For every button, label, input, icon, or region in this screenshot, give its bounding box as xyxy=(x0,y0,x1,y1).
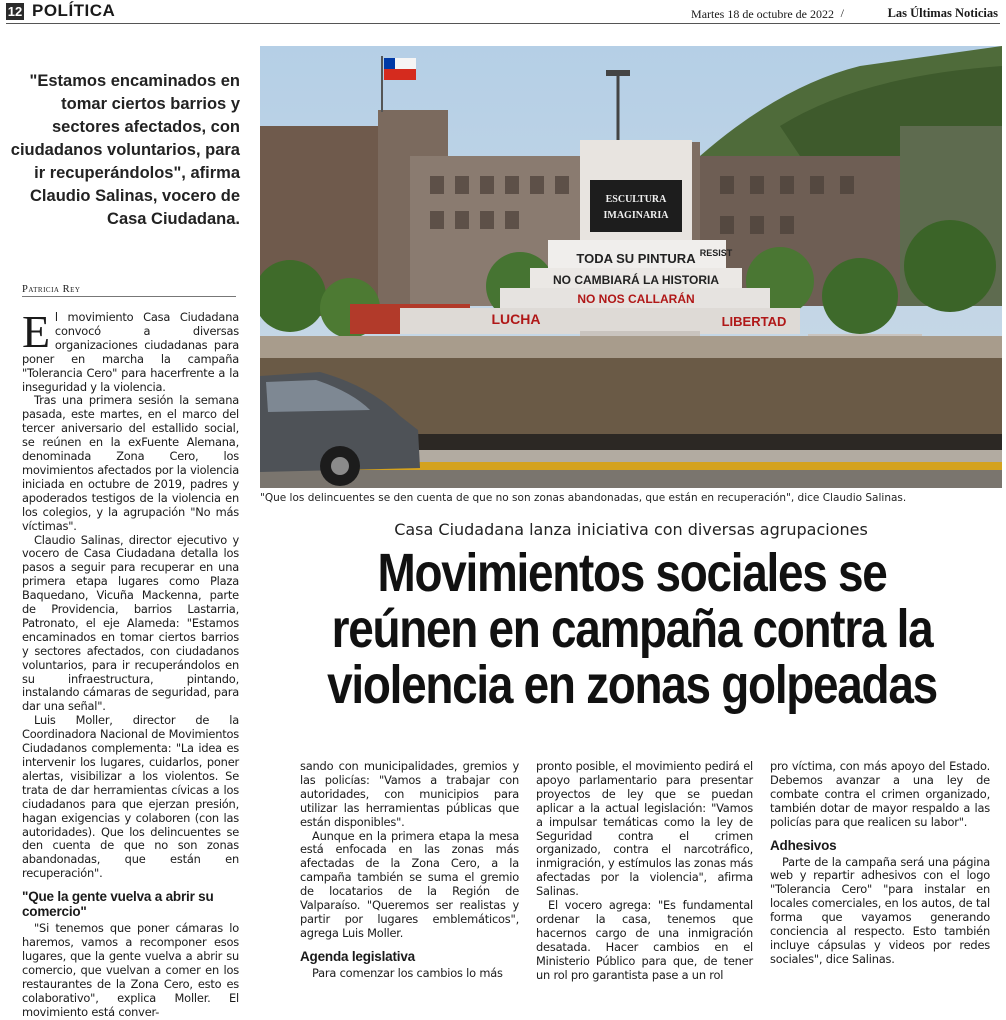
paragraph: El vocero agrega: "Es fundamental ordenar la casa, tenemos que hacernos cargo de una inmigración desatada. Hacer cambios en el Ministerio Público para que, de tener un rol pro garantista pase a un rol xyxy=(536,898,753,982)
paragraph: Luis Moller, director de la Coordinadora Nacional de Movimientos Ciudadanos complementa: "La idea es intervenir los lugares, cuidarlos, poner alertas, visibilizar a los violentos. Se trata de dar herramientas cívicas a los ciudadanos para que ejerzan presión, hagan exigencias y colaboren (con las autoridades). Que los delincuentes se den cuenta de que no son zonas abandonadas, que están en recuperación". xyxy=(22,713,239,881)
header-separator: / xyxy=(840,6,844,20)
byline: Patricia Rey xyxy=(22,284,81,295)
issue-date: Martes 18 de octubre de 2022 xyxy=(691,7,834,21)
paragraph: pro víctima, con más apoyo del Estado. Debemos avanzar a una ley de combate contra el crimen organizado, también dotar de mayor respaldo a las policías para que realicen su labor". xyxy=(770,759,990,829)
subhead: Agenda legislativa xyxy=(300,948,415,964)
paragraph: Aunque en la primera etapa la mesa está enfocada en las zonas más afectadas de la Zona Cero, a la campaña también se suma el gremio de locatarios de la Región de Valparaíso. "Queremos ser realistas y partir por lugares emblemáticos", agrega Luis Moller. xyxy=(300,828,519,940)
banner-line-1: ESCULTURA xyxy=(605,194,667,205)
section-name: POLÍTICA xyxy=(32,1,116,20)
article-photo xyxy=(260,46,1002,488)
newspaper-name: Las Últimas Noticias xyxy=(887,6,998,20)
headline-line: reúnen en campaña contra la xyxy=(331,599,933,659)
photo-caption: "Que los delincuentes se den cuenta de que no son zonas abandonadas, que están en recuperación", dice Claudio Salinas. xyxy=(260,492,907,504)
article-column-1 xyxy=(22,306,239,1020)
graffiti-text-3: NO NOS CALLARÁN xyxy=(577,292,695,306)
pull-quote: "Estamos encaminados en tomar ciertos barrios y sectores afectados, con ciudadanos voluntarios, para ir recuperándolos", afirma Claudio Salinas, vocero de Casa Ciudadana. xyxy=(10,72,240,228)
subhead: Adhesivos xyxy=(770,837,837,853)
plaza-baquedano-photo xyxy=(260,46,1002,488)
banner-line-2: IMAGINARIA xyxy=(603,210,669,221)
paragraph: pronto posible, el movimiento pedirá el apoyo parlamentario para presentar proyectos de ley que se puedan aplicar a la actual legislación: "Vamos a impulsar temáticas como la ley de Seguridad contra el crimen organizado, contra el narcotráfico, inmigración, y estímulos las zonas más afectadas por la violencia", afirma Salinas. xyxy=(536,759,753,899)
article-column-3 xyxy=(536,760,753,983)
article-column-2 xyxy=(300,760,519,981)
headline-line: violencia en zonas golpeadas xyxy=(327,655,937,715)
headline xyxy=(314,545,950,713)
paragraph: Claudio Salinas, director ejecutivo y vocero de Casa Ciudadana detalla los pasos a seguir para recuperar en una primera etapa lugares como Plaza Baquedano, Vicuña Mackenna, parte de Providencia, barrios Lastarria, Patronato, el eje Alameda: "Estamos encaminados en tomar ciertos barrios y sectores afectados, con ciudadanos voluntarios, para ir recuperándolos en su infraestructura, pintando, instalando cámaras de seguridad, para dar una señal". xyxy=(22,532,239,714)
article-column-4 xyxy=(770,760,990,967)
headline-line: Movimientos sociales se xyxy=(377,543,887,603)
graffiti-text-6: RESIST xyxy=(699,248,733,258)
graffiti-text-2: NO CAMBIARÁ LA HISTORIA xyxy=(553,273,719,287)
subhead: "Que la gente vuelva a abrir su comercio" xyxy=(22,889,214,920)
page-header xyxy=(0,0,1006,24)
kicker: Casa Ciudadana lanza iniciativa con diversas agrupaciones xyxy=(394,520,868,539)
byline-rule xyxy=(22,296,236,297)
paragraph: Para comenzar los cambios lo más xyxy=(312,965,503,980)
header-rule xyxy=(6,23,1000,24)
paragraph: l movimiento Casa Ciudadana convocó a diversas organizaciones ciudadanas para poner en marcha la campaña "Tolerancia Cero" para hacerfrente a la inseguridad y la violencia. xyxy=(22,310,239,394)
paragraph: sando con municipalidades, gremios y las policías: "Vamos a trabajar con autoridades, con municipios para utilizar las herramientas públicas que están disponibles". xyxy=(300,759,519,829)
paragraph: "Si tenemos que poner cámaras lo haremos, vamos a recomponer esos lugares, que la gente vuelva a abrir su comercio, que vuelvan a comer en los restaurantes de la Zona Cero, esto es colaborativo", explica Moller. El movimiento está conver- xyxy=(22,921,239,1019)
paragraph: Tras una primera sesión la semana pasada, este martes, en el marco del tercer aniversario del estallido social, se reúnen en la exFuente Alemana, denominada Zona Cero, los movimientos afectados por la violencia iniciada en octubre de 2019, padres y apoderados testigos de la violencia en los colegios, y la agrupación "No más víctimas". xyxy=(22,393,239,533)
paragraph: Parte de la campaña será una página web y repartir adhesivos con el logo "Tolerancia Cero" "para instalar en locales comerciales, en los autos, de tal forma que vayamos generando conciencia al respecto. Esto también incluye cápsulas y videos por redes sociales", dice Salinas. xyxy=(770,854,990,966)
page-number: 12 xyxy=(7,4,23,19)
drop-cap: E xyxy=(22,306,50,357)
graffiti-text-5: LIBERTAD xyxy=(721,314,787,329)
graffiti-text-4: LUCHA xyxy=(491,311,541,327)
graffiti-text-1: TODA SU PINTURA xyxy=(576,251,696,266)
